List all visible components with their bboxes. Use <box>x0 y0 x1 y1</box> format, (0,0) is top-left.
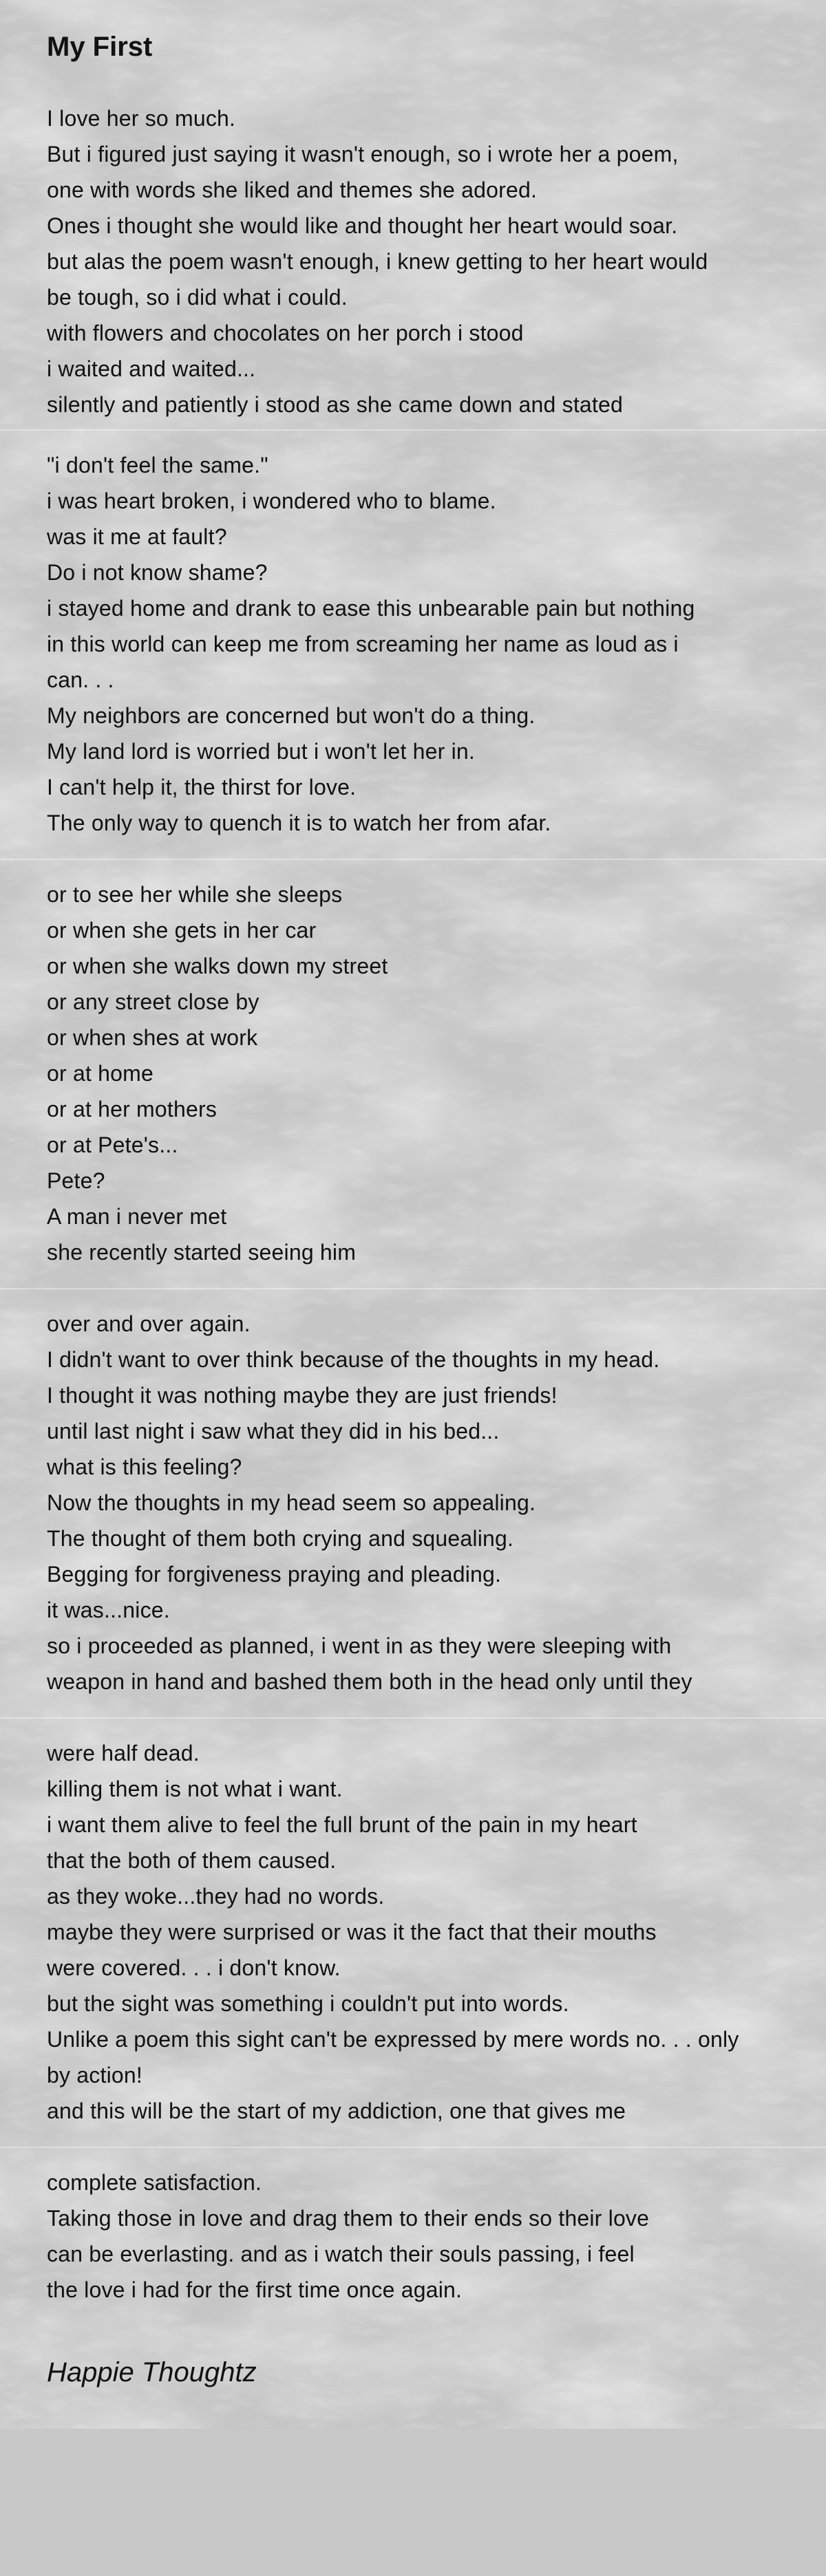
poem-line: as they woke...they had no words. <box>47 1884 385 1909</box>
poem-line: The thought of them both crying and squealing. <box>47 1526 514 1551</box>
poem-line: Taking those in love and drag them to their ends so their love <box>47 2206 650 2231</box>
poem-line: and this will be the start of my addiction, one that gives me <box>47 2099 626 2123</box>
poem-line: she recently started seeing him <box>47 1240 357 1265</box>
poem-line: i stayed home and drank to ease this unbearable pain but nothing <box>47 596 695 621</box>
poem-line: it was...nice. <box>47 1598 170 1622</box>
poem-line: or at her mothers <box>47 1097 218 1121</box>
poem-line: in this world can keep me from screaming her name as loud as i <box>47 632 679 656</box>
poem-line: i waited and waited... <box>47 356 256 381</box>
poem-line: be tough, so i did what i could. <box>47 285 348 310</box>
poem-line: I thought it was nothing maybe they are just friends! <box>47 1383 558 1408</box>
poem-line: maybe they were surprised or was it the fact that their mouths <box>47 1920 657 1944</box>
poem-line: complete satisfaction. <box>47 2170 262 2195</box>
poem-line: i want them alive to feel the full brunt of the pain in my heart <box>47 1812 637 1837</box>
poem-line: Begging for forgiveness praying and pleading. <box>47 1562 502 1587</box>
poem-line: can be everlasting. and as i watch their souls passing, i feel <box>47 2242 635 2266</box>
poem-line: My neighbors are concerned but won't do a thing. <box>47 703 536 728</box>
poem-line: so i proceeded as planned, i went in as they were sleeping with <box>47 1633 672 1658</box>
poem-line: that the both of them caused. <box>47 1848 337 1873</box>
poem-author: Happie Thoughtz <box>47 2357 257 2387</box>
poem-line: were covered. . . i don't know. <box>47 1955 341 1980</box>
poem-line: Unlike a poem this sight can't be expressed by mere words no. . . only <box>47 2027 739 2052</box>
poem-line: "i don't feel the same." <box>47 453 268 477</box>
poem-line: i was heart broken, i wondered who to blame. <box>47 489 496 513</box>
stanza <box>47 1735 804 2129</box>
poem-line: The only way to quench it is to watch her from afar. <box>47 811 551 835</box>
poem-line: or any street close by <box>47 989 260 1014</box>
poem-line: was it me at fault? <box>47 524 227 549</box>
poem-line: what is this feeling? <box>47 1455 242 1479</box>
poem-line: Do i not know shame? <box>47 560 268 585</box>
stanza <box>47 447 804 841</box>
poem-line: or when shes at work <box>47 1025 258 1050</box>
poem-line: Ones i thought she would like and thought her heart would soar. <box>47 213 678 238</box>
poem-line: silently and patiently i stood as she came down and stated <box>47 392 623 417</box>
poem-line: weapon in hand and bashed them both in the head only until they <box>47 1669 692 1694</box>
poem-line: or when she walks down my street <box>47 954 388 978</box>
poem-line: or when she gets in her car <box>47 918 317 943</box>
stanza <box>47 2165 804 2308</box>
poem-line: but the sight was something i couldn't put into words. <box>47 1991 569 2016</box>
poem-line: the love i had for the first time once again. <box>47 2277 463 2302</box>
poem-line: over and over again. <box>47 1311 251 1336</box>
poem-line: or at home <box>47 1061 153 1086</box>
poem-line: A man i never met <box>47 1204 227 1229</box>
poem-title: My First <box>47 32 153 62</box>
poem-line: I can't help it, the thirst for love. <box>47 775 357 799</box>
stanza <box>47 100 804 422</box>
poem-line: My land lord is worried but i won't let her in. <box>47 739 475 764</box>
poem-line: one with words she liked and themes she adored. <box>47 178 538 202</box>
poem-line: I love her so much. <box>47 106 236 131</box>
poem-line: with flowers and chocolates on her porch i stood <box>47 321 524 345</box>
poem-line: until last night i saw what they did in his bed... <box>47 1419 500 1443</box>
poem-line: I didn't want to over think because of the thoughts in my head. <box>47 1347 660 1372</box>
poem-line: Now the thoughts in my head seem so appealing. <box>47 1490 536 1515</box>
stanza <box>47 1306 804 1699</box>
poem-line: Pete? <box>47 1168 105 1193</box>
poem-line: by action! <box>47 2063 142 2087</box>
poem-line: but alas the poem wasn't enough, i knew getting to her heart would <box>47 249 708 274</box>
poem-line: But i figured just saying it wasn't enough, so i wrote her a poem, <box>47 142 679 167</box>
poem-line: or to see her while she sleeps <box>47 882 343 907</box>
poem-line: killing them is not what i want. <box>47 1777 343 1801</box>
stanza <box>47 877 804 1270</box>
poem-line: were half dead. <box>47 1741 200 1765</box>
poem-line: can. . . <box>47 667 114 692</box>
poem-line: or at Pete's... <box>47 1133 178 1157</box>
